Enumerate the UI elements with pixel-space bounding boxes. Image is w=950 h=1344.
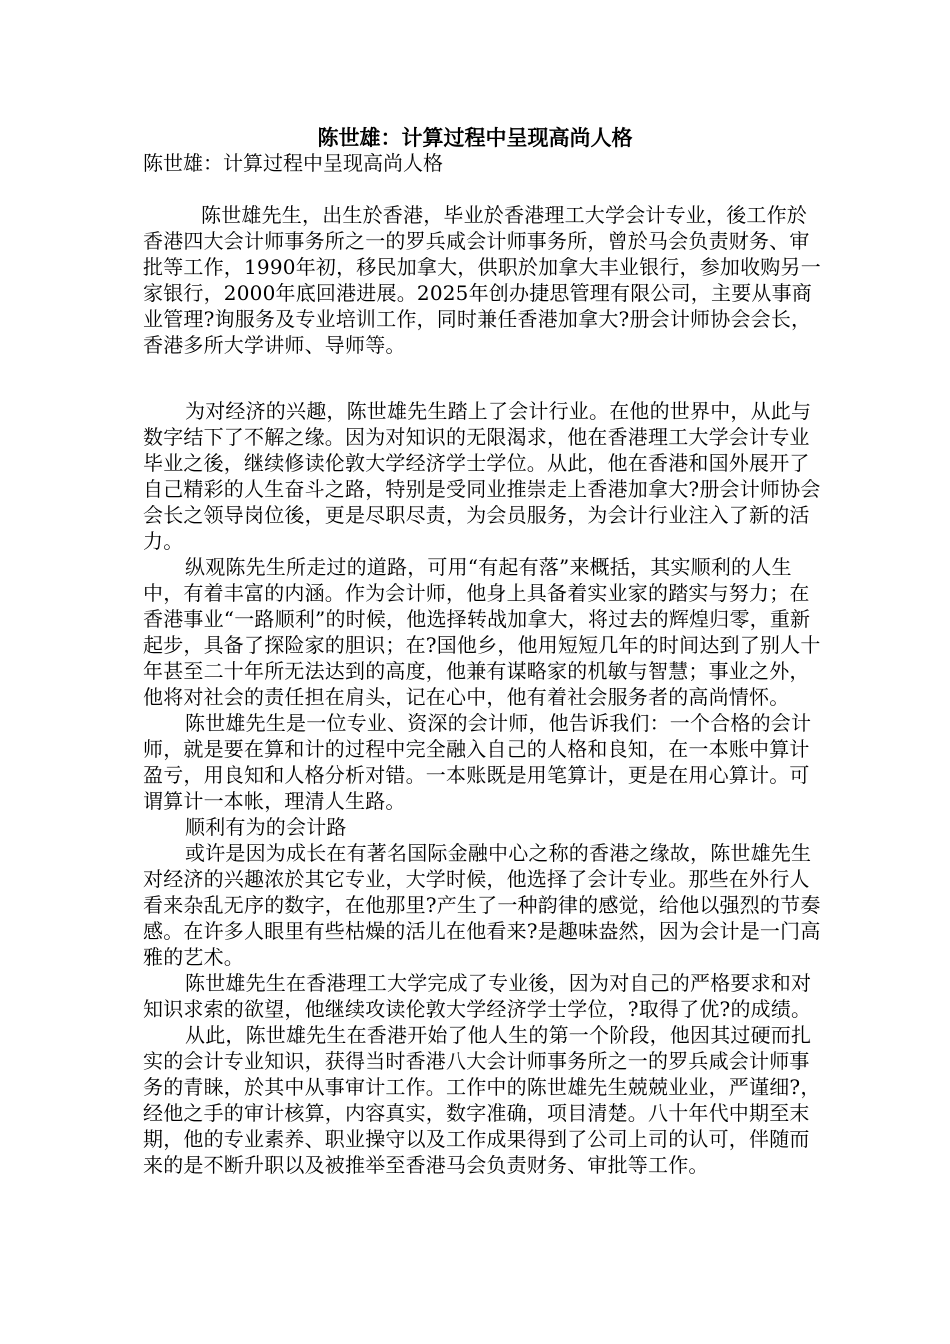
document-title: 陈世雄：计算过程中呈现高尚人格 [317, 125, 633, 150]
document-subtitle: 陈世雄：计算过程中呈现高尚人格 [143, 151, 443, 175]
intro-paragraph: 陈世雄先生，出生於香港，毕业於香港理工大学会计专业，後工作於香港四大会计师事务所之一的罗兵咸会计师事务所，曾於马会负责财务、审批等工作，1990年初，移民加拿大，供职於加拿大丰业银行，参加收购另一家银行，2000年底回港进展。2025年创办捷思管理有限公司，主要从事商业管理?询服务及专业培训工作，同时兼任香港加拿大?册会计师协会会长，香港多所大学讲师、导师等。 [143, 203, 821, 357]
article-body [143, 398, 823, 1178]
paragraph-study: 陈世雄先生在香港理工大学完成了专业後，因为对自己的严格要求和对知识求索的欲望，他继续攻读伦敦大学经济学士学位，?取得了优?的成绩。 [143, 971, 812, 1021]
paragraph-interest: 为对经济的兴趣，陈世雄先生踏上了会计行业。在他的世界中，从此与数字结下了不解之缘。因为对知识的无限渴求，他在香港理工大学会计专业毕业之後，继续修读伦敦大学经济学士学位。从此，他在香港和国外展开了自己精彩的人生奋斗之路，特别是受同业推崇走上香港加拿大?册会计师协会会长之领导岗位後，更是尽职尽责，为会员服务，为会计行业注入了新的活力。 [143, 399, 821, 553]
paragraph-overview: 纵观陈先生所走过的道路，可用“有起有落”来概括，其实顺利的人生中，有着丰富的内涵。作为会计师，他身上具备着实业家的踏实与努力；在香港事业“一路顺利”的时候，他选择转战加拿大，将过去的辉煌归零，重新起步，具备了探险家的胆识；在?国他乡，他用短短几年的时间达到了别人十年甚至二十年所无法达到的高度，他兼有谋略家的机敏与智慧；事业之外，他将对社会的责任担在肩头，记在心中，他有着社会服务者的高尚情怀。 [143, 555, 821, 709]
paragraph-growth: 或许是因为成长在有著名国际金融中心之称的香港之缘故，陈世雄先生对经济的兴趣浓於其它专业，大学时候，他选择了会计专业。那些在外行人看来杂乱无序的数字，在他那里?产生了一种韵律的感觉，给他以强烈的节奏感。在许多人眼里有些枯燥的活儿在他看来?是趣味盎然，因为会计是一门高雅的艺术。 [143, 841, 821, 969]
paragraph-career: 从此，陈世雄先生在香港开始了他人生的第一个阶段，他因其过硬而扎实的会计专业知识，获得当时香港八大会计师事务所之一的罗兵咸会计师事务的青睐，於其中从事审计工作。工作中的陈世雄先生兢兢业业，严谨细?，经他之手的审计核算，内容真实，数字准确，项目清楚。八十年代中期至末期，他的专业素养、职业操守以及工作成果得到了公司上司的认可，伴随而来的是不断升职以及被推举至香港马会负责财务、审批等工作。 [143, 1023, 821, 1177]
paragraph-accountant: 陈世雄先生是一位专业、资深的会计师，他告诉我们：一个合格的会计师，就是要在算和计的过程中完全融入自己的人格和良知，在一本账中算计盈亏，用良知和人格分析对错。一本账既是用笔算计，更是在用心算计。可谓算计一本帐，理清人生路。 [143, 711, 812, 813]
section-heading: 顺利有为的会计路 [185, 815, 347, 839]
